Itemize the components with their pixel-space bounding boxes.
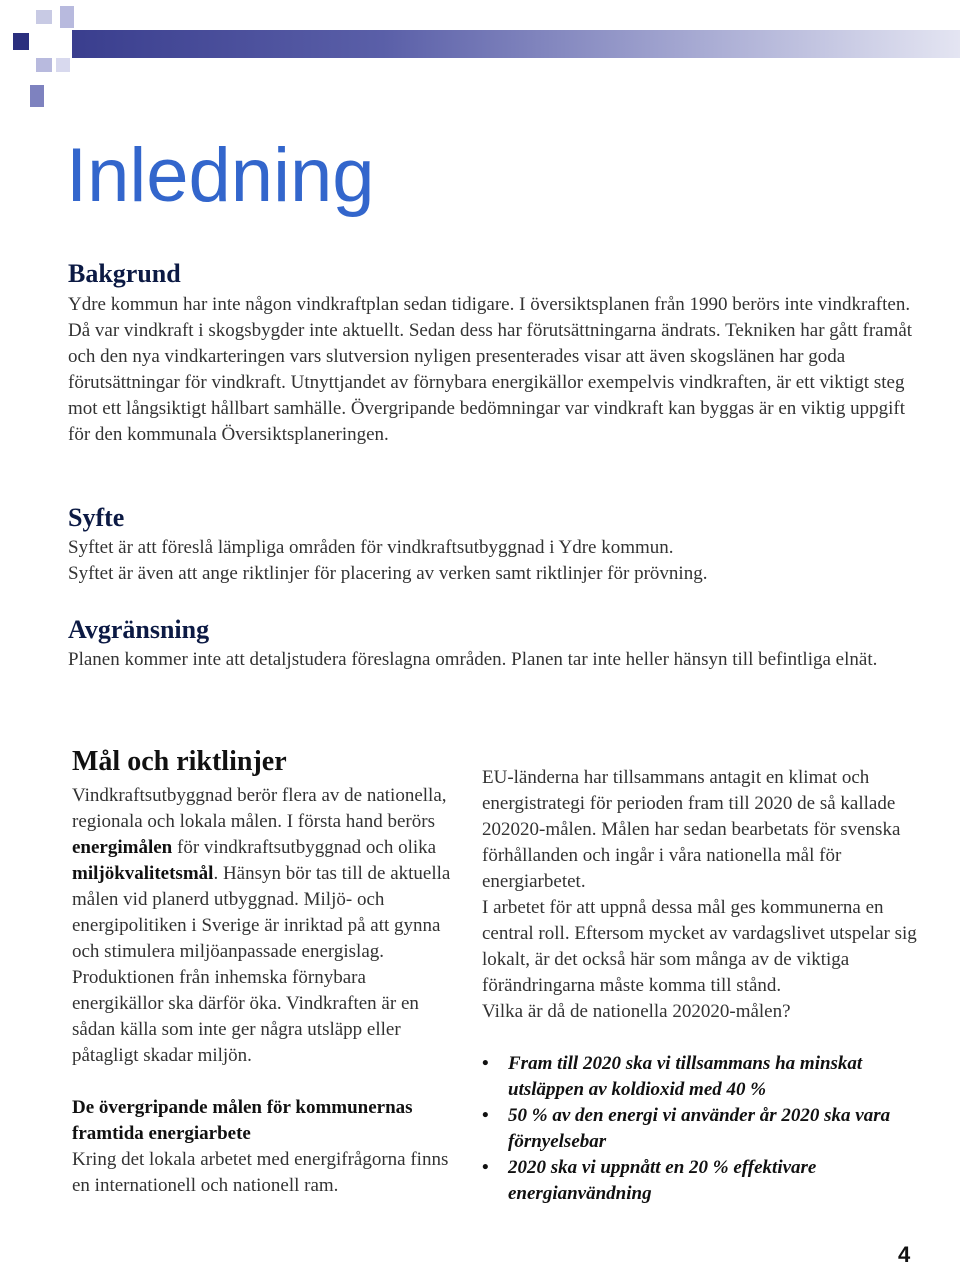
- text-run: för vindkraftsutbyggnad och olika: [172, 837, 437, 858]
- section-heading-avgransning: Avgränsning: [68, 615, 210, 644]
- paragraph: EU-länderna har tillsammans antagit en klimat och energistrategi för perioden fram till 2020 de så kallade 202020-målen. Målen har sedan bearbetats för svenska förhållanden och ingår i våra nationella mål för energiarbetet.: [482, 767, 901, 892]
- paragraph: Syftet är även att ange riktlinjer för placering av verken samt riktlinjer för prövning.: [68, 563, 708, 584]
- column-subtext: Kring det lokala arbetet med energifrågorna finns en internationell och nationell ram.: [72, 1149, 449, 1196]
- bullet-icon: •: [482, 1053, 489, 1074]
- list-item-text: 50 % av den energi vi använder år 2020 ska vara förnyelsebar: [508, 1105, 891, 1152]
- bold-term-miljokvalitetsmal: miljökvalitetsmål: [72, 863, 214, 884]
- header-gradient-band: [72, 30, 960, 58]
- paragraph: I arbetet för att uppnå dessa mål ges kommunerna en central roll. Eftersom mycket av vardagslivet utspelar sig lokalt, är det också här som många av de viktiga förändringarna måste komma till stånd.: [482, 897, 917, 996]
- paragraph: Ydre kommun har inte någon vindkraftplan sedan tidigare. I översiktsplanen från 1990 berörs inte vindkraften. Då var vindkraft i skogsbygder inte aktuellt. Sedan dess har förutsättningarna ändrats. Tekniken har gått framåt och den nya vindkarteringen vars slutversion nyligen presenterades visar att även skogslänen har goda förutsättningar för vindkraft. Utnyttjandet av förnybara energikällor exempelvis vindkraften, är ett viktigt steg mot ett långsiktigt hållbart samhälle. Övergripande bedömningar var vindkraft kan byggas är en viktig uppgift för den kommunala Översiktsplaneringen.: [68, 294, 913, 445]
- deco-square: [13, 33, 29, 50]
- list-item: [482, 1051, 922, 1103]
- section-heading-bakgrund: Bakgrund: [68, 259, 181, 288]
- bold-term-energimalen: energimålen: [72, 837, 173, 858]
- paragraph: Syftet är att föreslå lämpliga områden för vindkraftsutbyggnad i Ydre kommun.: [68, 537, 674, 558]
- deco-square: [30, 85, 44, 107]
- page-number: 4: [898, 1242, 911, 1267]
- list-item-text: Fram till 2020 ska vi tillsammans ha minskat utsläppen av koldioxid med 40 %: [508, 1053, 863, 1100]
- bullet-icon: •: [482, 1105, 489, 1126]
- text-run: Vindkraftsutbyggnad berör flera av de nationella, regionala och lokala målen. I första hand berörs: [72, 785, 447, 832]
- list-item: [482, 1103, 922, 1155]
- bullet-icon: •: [482, 1157, 489, 1178]
- left-column: [72, 745, 452, 1199]
- section-heading-syfte: Syfte: [68, 503, 125, 532]
- page-title: Inledning: [66, 133, 375, 218]
- column-subheading: De övergripande målen för kommunernas framtida energiarbete: [72, 1097, 413, 1144]
- section-body-syfte: [68, 535, 928, 587]
- column-body: [72, 783, 452, 1069]
- column-heading: Mål och riktlinjer: [72, 746, 287, 777]
- section-body-bakgrund: [68, 292, 928, 448]
- deco-square: [36, 58, 52, 72]
- section-body-avgransning: [68, 647, 928, 673]
- deco-square: [60, 6, 74, 28]
- deco-square: [56, 58, 70, 72]
- deco-square: [36, 10, 52, 24]
- goals-list: [482, 1051, 922, 1207]
- text-run: . Hänsyn bör tas till de aktuella målen vid planerd utbyggnad. Miljö- och energipolitiken i Sverige är inriktad på att gynna och stimulera miljöanpassade energislag. Produktionen från inhemska förnybara energikällor ska därför öka. Vindkraften är en sådan källa som inte ger några utsläpp eller påtagligt skadar miljön.: [72, 863, 451, 1066]
- paragraph: Vilka är då de nationella 202020-målen?: [482, 1001, 791, 1022]
- right-column: [482, 765, 922, 1207]
- paragraph: Planen kommer inte att detaljstudera föreslagna områden. Planen tar inte heller hänsyn till befintliga elnät.: [68, 649, 878, 670]
- list-item: [482, 1155, 922, 1207]
- list-item-text: 2020 ska vi uppnått en 20 % effektivare energianvändning: [508, 1157, 817, 1204]
